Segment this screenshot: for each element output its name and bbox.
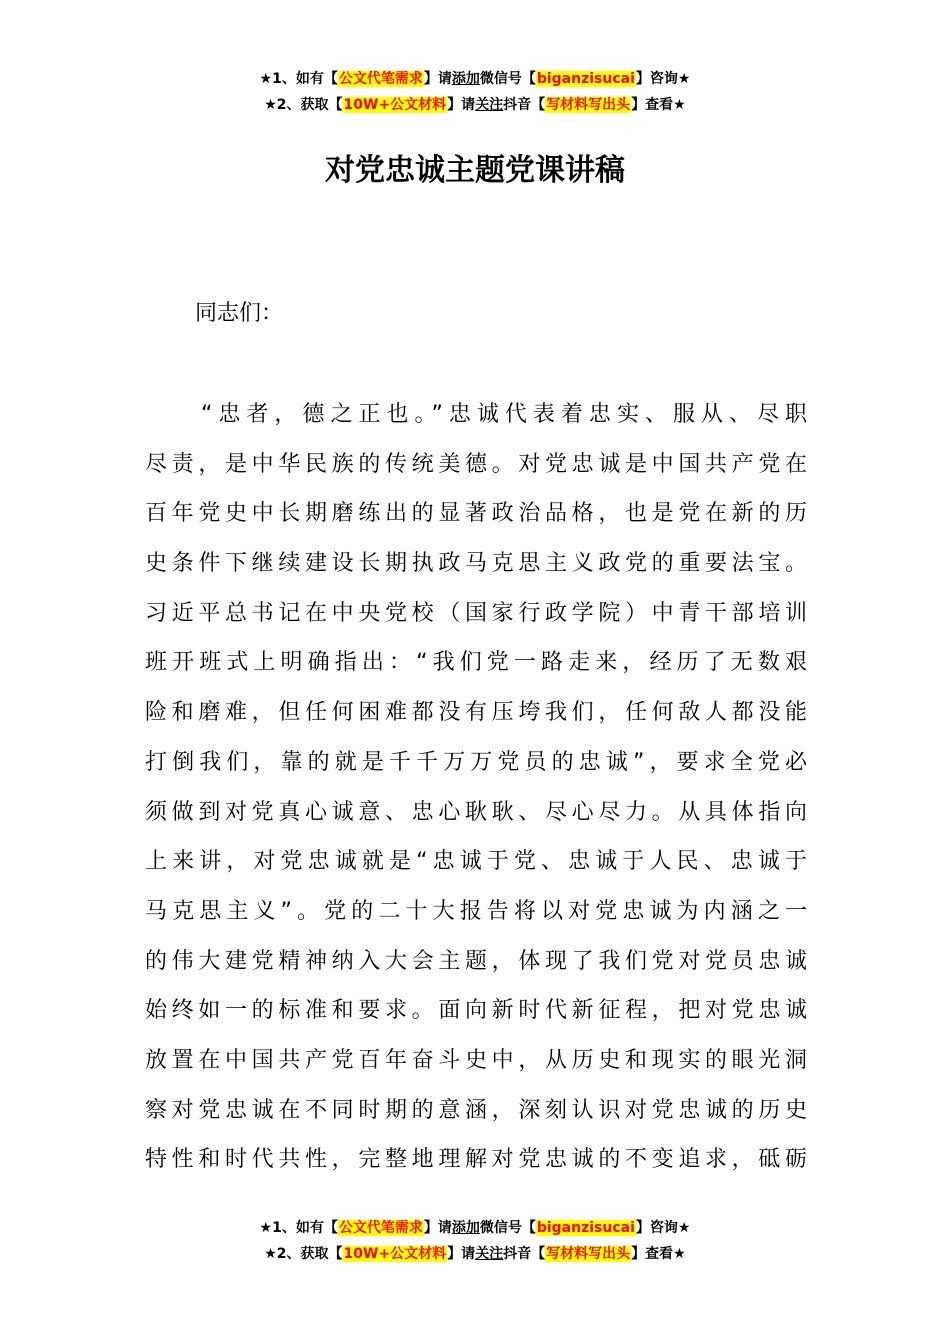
banner-line-2 <box>0 1241 950 1267</box>
header-banner <box>0 66 950 118</box>
banner-line-1 <box>0 66 950 92</box>
body-line: 百年党史中长期磨练出的显著政治品格，也是党在新的历 <box>145 501 807 527</box>
banner-text: 】请 <box>423 1220 452 1236</box>
banner-text: 】咨询★ <box>635 71 691 87</box>
underlined-add: 添加 <box>451 71 480 87</box>
body-line: 尽责，是中华民族的传统美德。对党忠诚是中国共产党在 <box>145 451 807 477</box>
banner-text: 】查看★ <box>631 97 686 113</box>
banner-text: 微信号【 <box>479 71 536 87</box>
body-line: 始终如一的标准和要求。面向新时代新征程，把对党忠诚 <box>145 998 807 1024</box>
body-line: 的伟大建党精神纳入大会主题，体现了我们党对党员忠诚 <box>145 948 807 974</box>
highlight-ghostwriting: 公文代笔需求 <box>338 71 423 87</box>
banner-text: 】请 <box>447 1246 476 1262</box>
body-line: 打倒我们，靠的就是千千万万党员的忠诚”，要求全党必 <box>145 749 807 775</box>
banner-text: 】咨询★ <box>635 1220 691 1236</box>
banner-text: 】请 <box>423 71 452 87</box>
body-line: 史条件下继续建设长期执政马克思主义政党的重要法宝。 <box>145 551 807 577</box>
highlight-materials: 10W+公文材料 <box>343 1246 447 1262</box>
body-line: 上来讲，对党忠诚就是“忠诚于党、忠诚于人民、忠诚于 <box>145 849 807 875</box>
underlined-follow: 关注 <box>475 97 504 113</box>
body-paragraph <box>145 390 807 1185</box>
body-line: 习近平总书记在中央党校（国家行政学院）中青干部培训 <box>145 600 807 626</box>
body-line: 须做到对党真心诚意、忠心耿耿、尽心尽力。从具体指向 <box>145 799 807 825</box>
body-line: 班开班式上明确指出：“我们党一路走来，经历了无数艰 <box>145 650 807 676</box>
footer-banner <box>0 1215 950 1267</box>
body-line: 察对党忠诚在不同时期的意涵，深刻认识对党忠诚的历史 <box>145 1097 807 1123</box>
highlight-douyin-account: 写材料写出头 <box>546 1246 631 1262</box>
highlight-ghostwriting: 公文代笔需求 <box>338 1220 423 1236</box>
greeting: 同志们： <box>195 301 284 326</box>
banner-text: ★1、如有【 <box>259 1220 338 1236</box>
banner-text: 抖音【 <box>503 1246 546 1262</box>
body-line: 险和磨难，但任何困难都没有压垮我们，任何敌人都没能 <box>145 700 807 726</box>
highlight-wechat-id: biganzisucai <box>536 71 635 87</box>
banner-text: ★1、如有【 <box>259 71 338 87</box>
body-line: 放置在中国共产党百年奋斗史中，从历史和现实的眼光洞 <box>145 1047 807 1073</box>
banner-text: ★2、获取【 <box>264 97 343 113</box>
body-line: 特性和时代共性，完整地理解对党忠诚的不变追求，砥砺 <box>145 1147 807 1173</box>
highlight-wechat-id: biganzisucai <box>536 1220 635 1236</box>
banner-text: ★2、获取【 <box>264 1246 343 1262</box>
body-line: 马克思主义”。党的二十大报告将以对党忠诚为内涵之一 <box>145 898 807 924</box>
underlined-add: 添加 <box>451 1220 480 1236</box>
underlined-follow: 关注 <box>475 1246 504 1262</box>
banner-line-2 <box>0 92 950 118</box>
banner-text: 】查看★ <box>631 1246 686 1262</box>
body-line: “忠者，德之正也。”忠诚代表着忠实、服从、尽职 <box>201 402 807 427</box>
document-title: 对党忠诚主题党课讲稿 <box>325 153 625 188</box>
banner-line-1 <box>0 1215 950 1241</box>
highlight-materials: 10W+公文材料 <box>343 97 447 113</box>
banner-text: 抖音【 <box>503 97 546 113</box>
banner-text: 】请 <box>447 97 476 113</box>
banner-text: 微信号【 <box>479 1220 536 1236</box>
highlight-douyin-account: 写材料写出头 <box>546 97 631 113</box>
